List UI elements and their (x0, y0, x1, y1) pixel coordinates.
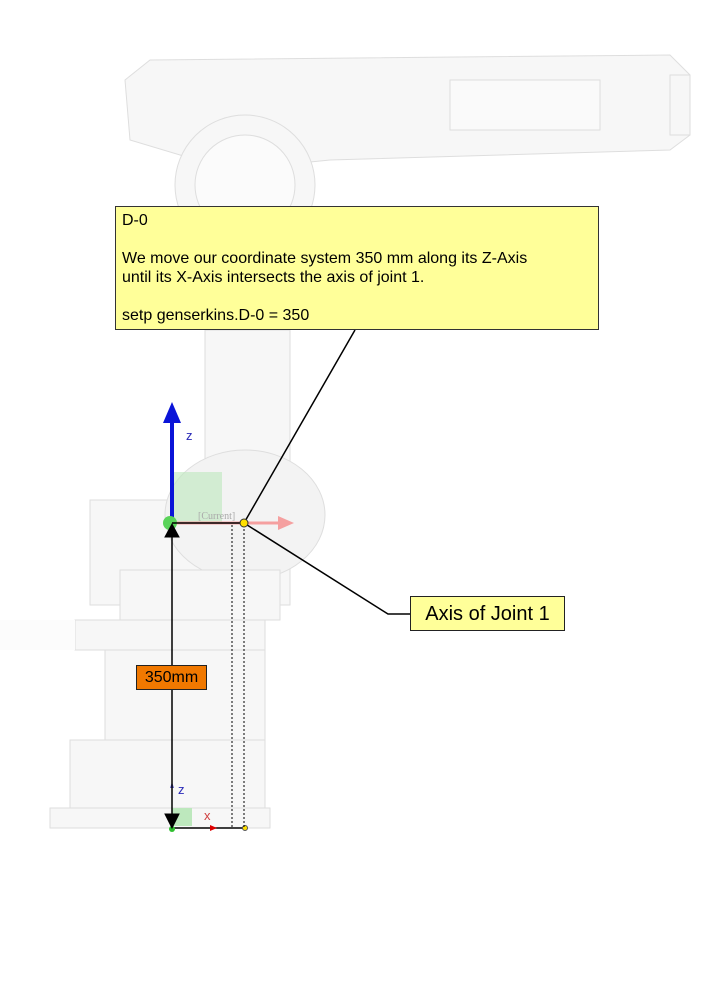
callout-line-1: We move our coordinate system 350 mm along its Z-Axis (122, 250, 528, 267)
d0-callout (115, 206, 599, 330)
callout-title: D-0 (122, 212, 148, 229)
x-label-lower: x (204, 808, 211, 823)
z-label-upper: z (186, 428, 193, 443)
dimension-label: 350mm (136, 665, 207, 690)
callout-line-2: until its X-Axis intersects the axis of joint 1. (122, 269, 425, 286)
z-arrow-upper (163, 402, 181, 423)
callout-command: setp genserkins.D-0 = 350 (122, 307, 310, 324)
joint1-marker (240, 519, 248, 527)
current-frame-label: [Current] (198, 511, 236, 522)
robot-silhouette (0, 55, 690, 828)
joint1-label: Axis of Joint 1 (410, 596, 565, 631)
z-label-lower: z (178, 782, 185, 797)
